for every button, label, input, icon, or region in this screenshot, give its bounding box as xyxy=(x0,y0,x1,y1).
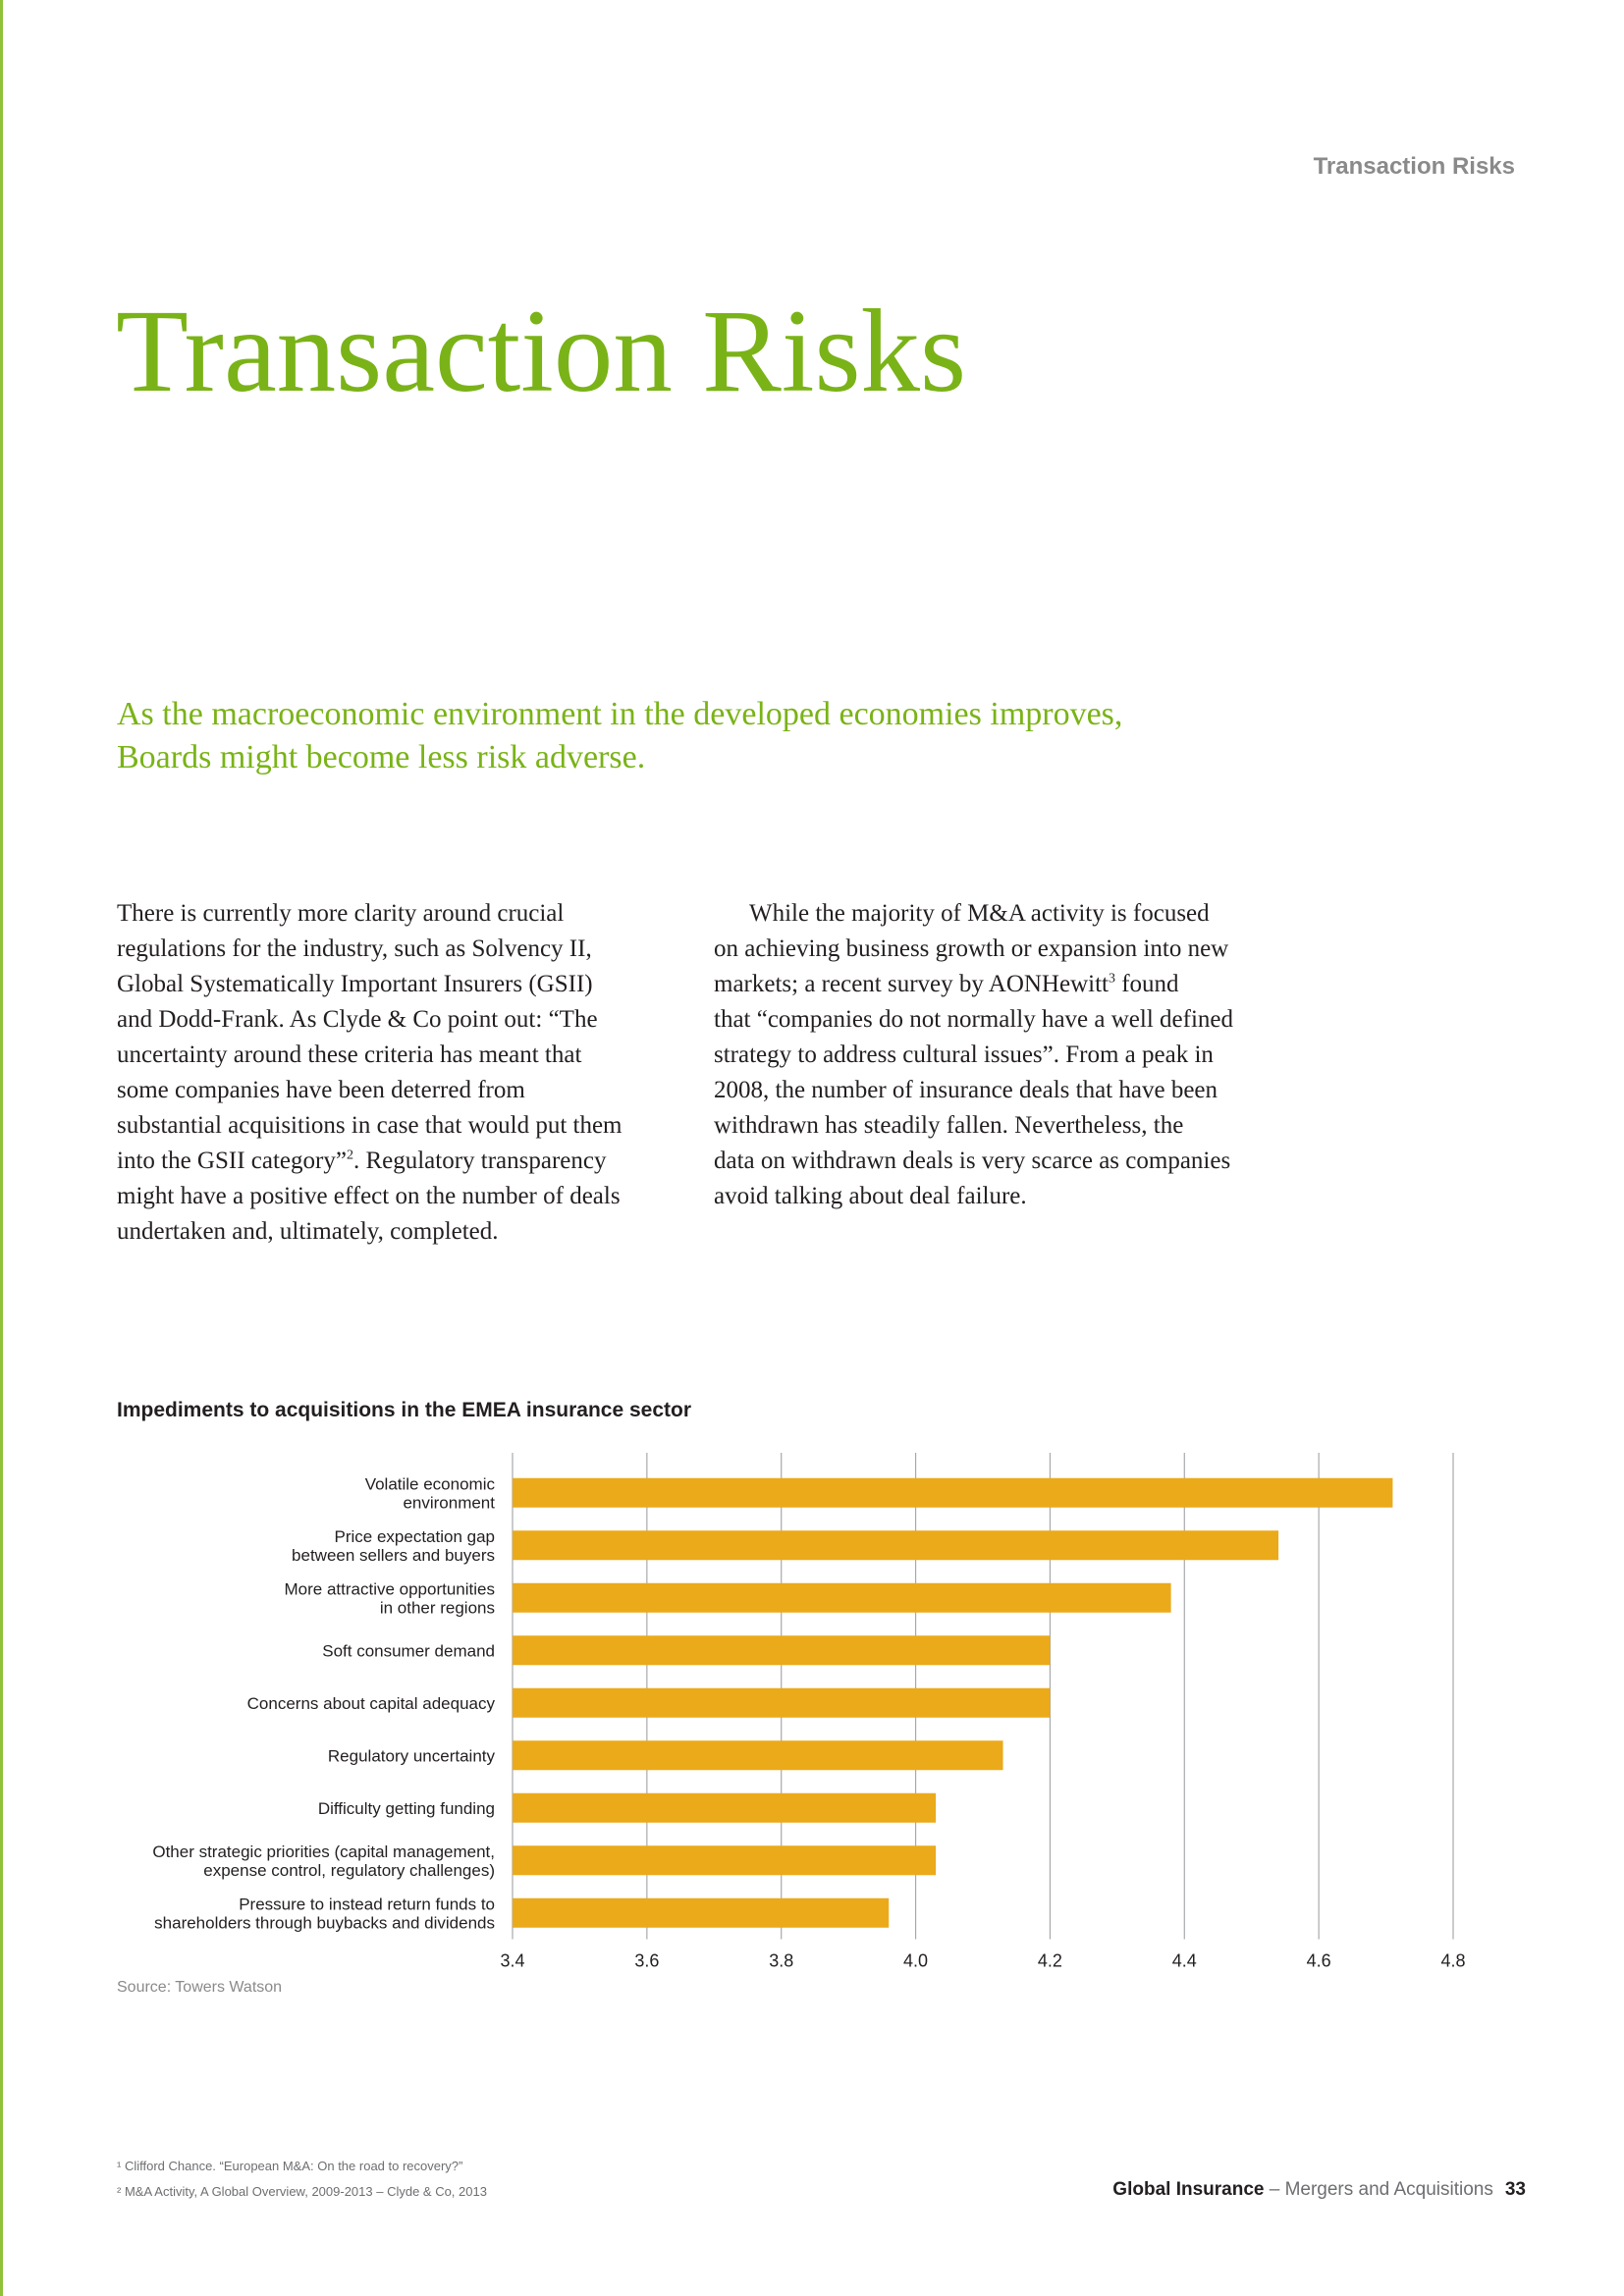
running-head: Transaction Risks xyxy=(1313,153,1515,180)
body-line: strategy to address cultural issues”. From a peak in xyxy=(714,1041,1214,1068)
body-column-right xyxy=(714,896,1233,1214)
category-label xyxy=(247,1694,496,1713)
category-label-line: between sellers and buyers xyxy=(292,1545,495,1565)
footnote: ² M&A Activity, A Global Overview, 2009-2013 – Clyde & Co, 2013 xyxy=(117,2184,487,2199)
footer-subtitle: Mergers and Acquisitions xyxy=(1284,2179,1493,2200)
category-label-line: in other regions xyxy=(379,1598,495,1618)
footer-publication: Global Insurance xyxy=(1112,2179,1265,2200)
body-line: regulations for the industry, such as Solvency II, xyxy=(117,935,592,962)
category-label-line: Price expectation gap xyxy=(334,1526,495,1546)
category-label xyxy=(328,1746,496,1765)
bar xyxy=(513,1845,936,1875)
body-line: avoid talking about deal failure. xyxy=(714,1183,1027,1209)
category-label xyxy=(365,1474,496,1512)
category-label-line: Regulatory uncertainty xyxy=(327,1746,495,1766)
body-text: into the GSII category” xyxy=(117,1148,347,1174)
body-line: withdrawn has steadily fallen. Nevertheless, the xyxy=(714,1112,1184,1139)
body-line xyxy=(714,896,1233,932)
bar xyxy=(513,1740,1003,1770)
page-title: Transaction Risks xyxy=(116,286,967,417)
category-label-line: shareholders through buybacks and dividends xyxy=(154,1913,495,1933)
footnote: ¹ Clifford Chance. “European M&A: On the road to recovery?” xyxy=(117,2159,463,2173)
category-label xyxy=(318,1799,495,1818)
body-line: substantial acquisitions in case that would put them xyxy=(117,1112,623,1139)
category-label xyxy=(285,1579,496,1617)
body-line: Global Systematically Important Insurers (GSII) xyxy=(117,971,593,997)
body-line: 2008, the number of insurance deals that have been xyxy=(714,1077,1218,1103)
body-line: might have a positive effect on the number of deals xyxy=(117,1183,621,1209)
bar xyxy=(513,1898,889,1928)
x-tick-label: 4.6 xyxy=(1306,1950,1331,1971)
body-line: data on withdrawn deals is very scarce as companies xyxy=(714,1148,1231,1174)
bar xyxy=(513,1583,1171,1613)
chart-source: Source: Towers Watson xyxy=(117,1979,283,1996)
x-tick-label: 3.4 xyxy=(500,1950,525,1971)
body-line: undertaken and, ultimately, completed. xyxy=(117,1218,499,1245)
page-number: 33 xyxy=(1504,2179,1526,2200)
x-tick-label: 4.2 xyxy=(1037,1950,1062,1971)
body-line xyxy=(117,1144,623,1179)
standfirst xyxy=(117,693,1295,779)
x-tick-label: 4.4 xyxy=(1171,1950,1197,1971)
category-label xyxy=(292,1527,495,1565)
category-label-line: Difficulty getting funding xyxy=(317,1798,495,1818)
category-label-line: Other strategic priorities (capital management, xyxy=(152,1842,495,1861)
footnote-ref: 3 xyxy=(1108,971,1115,987)
category-label-line: More attractive opportunities xyxy=(284,1579,495,1599)
body-text: markets; a recent survey by AONHewitt xyxy=(714,971,1109,997)
body-line: on achieving business growth or expansion into new xyxy=(714,935,1229,962)
body-line: and Dodd-Frank. As Clyde & Co point out: “The xyxy=(117,1006,598,1033)
footnote-ref: 2 xyxy=(346,1148,353,1163)
category-label-line: environment xyxy=(403,1493,495,1513)
category-label-line: Concerns about capital adequacy xyxy=(246,1693,495,1713)
body-text: While the majority of M&A activity is focused xyxy=(749,900,1210,927)
x-tick-label: 4.8 xyxy=(1440,1950,1466,1971)
bar xyxy=(513,1478,1392,1508)
page-footer xyxy=(1112,2179,1526,2201)
category-label-line: expense control, regulatory challenges) xyxy=(203,1860,495,1880)
category-label-line: Soft consumer demand xyxy=(322,1641,495,1661)
chart-title: Impediments to acquisitions in the EMEA insurance sector xyxy=(117,1399,692,1421)
category-label xyxy=(152,1842,495,1880)
x-tick-label: 3.6 xyxy=(634,1950,660,1971)
bar xyxy=(513,1688,1050,1718)
footer-separator: – xyxy=(1264,2179,1285,2200)
body-text: . Regulatory transparency xyxy=(352,1148,607,1174)
x-tick-label: 3.8 xyxy=(769,1950,794,1971)
standfirst-line: Boards might become less risk adverse. xyxy=(117,739,646,775)
x-tick-label: 4.0 xyxy=(903,1950,929,1971)
body-text: found xyxy=(1114,971,1179,997)
body-line: some companies have been deterred from xyxy=(117,1077,525,1103)
category-label xyxy=(154,1895,495,1932)
category-label-line: Pressure to instead return funds to xyxy=(239,1895,495,1914)
standfirst-line: As the macroeconomic environment in the developed economies improves, xyxy=(117,696,1123,732)
category-label xyxy=(322,1641,495,1660)
body-line xyxy=(714,967,1233,1002)
bar xyxy=(513,1635,1050,1665)
body-line: that “companies do not normally have a well defined xyxy=(714,1006,1233,1033)
category-label-line: Volatile economic xyxy=(364,1474,495,1494)
body-column-left xyxy=(117,896,623,1250)
body-line: uncertainty around these criteria has meant that xyxy=(117,1041,582,1068)
bar-chart xyxy=(0,1443,1624,1973)
body-line: There is currently more clarity around crucial xyxy=(117,900,565,927)
bar xyxy=(513,1793,936,1823)
bar xyxy=(513,1530,1278,1560)
